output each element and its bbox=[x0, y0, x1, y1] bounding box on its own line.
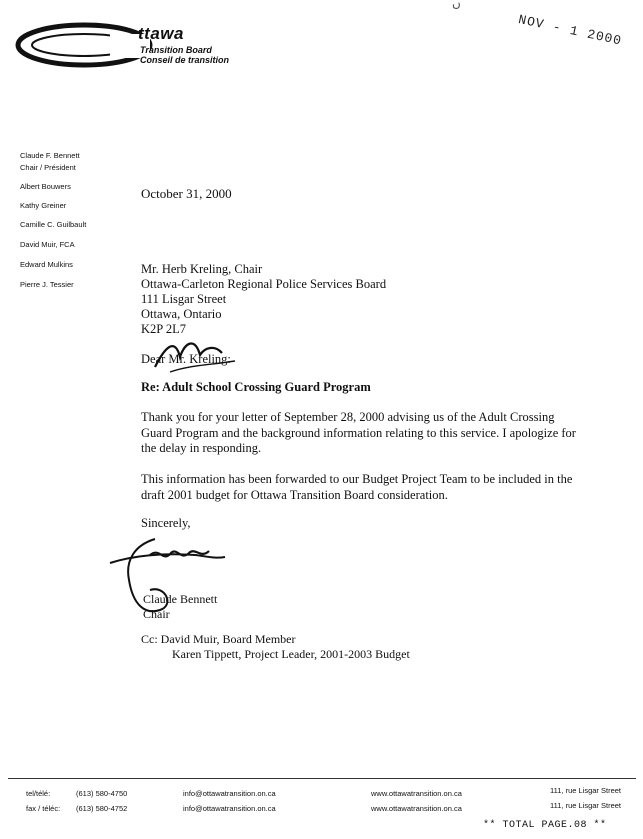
signer-title: Chair bbox=[143, 607, 170, 621]
street-address: 111, rue Lisgar Street bbox=[550, 801, 622, 810]
tel-number: (613) 580-4750 bbox=[76, 789, 128, 798]
address-line: Mr. Herb Kreling, Chair bbox=[141, 262, 263, 276]
address-line: K2P 2L7 bbox=[141, 322, 187, 336]
board-member-name: Camille C. Guilbault bbox=[20, 220, 87, 229]
fax-label: fax / téléc: bbox=[26, 804, 61, 813]
fax-page-count: ** TOTAL PAGE.08 ** bbox=[483, 820, 607, 831]
cc-line: Karen Tippett, Project Leader, 2001-2003 Budget bbox=[172, 647, 410, 661]
body-paragraph: Thank you for your letter of September 28, 2000 advising us of the Adult Crossing Guard Program and the background information relating to this service. I apologize for the delay in responding. bbox=[141, 410, 576, 455]
signature-icon bbox=[105, 525, 245, 625]
board-member-name: Edward Mulkins bbox=[20, 260, 73, 269]
corner-mark: ں bbox=[452, 0, 461, 10]
footer-divider bbox=[8, 778, 636, 779]
subject-line: Re: Adult School Crossing Guard Program bbox=[141, 380, 371, 394]
address-line: Ottawa-Carleton Regional Police Services Board bbox=[141, 277, 387, 291]
board-member-name: Pierre J. Tessier bbox=[20, 280, 74, 289]
address-line: Ottawa, Ontario bbox=[141, 307, 222, 321]
org-name: ttawa bbox=[138, 24, 184, 43]
ottawa-logo-icon bbox=[14, 20, 154, 70]
address-line: 111 Lisgar Street bbox=[141, 292, 227, 306]
tel-label: tel/télé: bbox=[26, 789, 51, 798]
received-stamp: NOV - 1 2000 bbox=[516, 12, 624, 49]
email-link[interactable]: info@ottawatransition.on.ca bbox=[183, 804, 276, 813]
street-address: 111, rue Lisgar Street bbox=[550, 786, 622, 795]
website-link[interactable]: www.ottawatransition.on.ca bbox=[371, 804, 462, 813]
org-subtitle-fr: Conseil de transition bbox=[140, 55, 230, 65]
salutation: Dear Mr. Kreling: bbox=[141, 352, 231, 366]
board-member-name: Albert Bouwers bbox=[20, 182, 71, 191]
cc-line: Cc: David Muir, Board Member bbox=[141, 632, 296, 646]
email-link[interactable]: info@ottawatransition.on.ca bbox=[183, 789, 276, 798]
fax-number: (613) 580-4752 bbox=[76, 804, 128, 813]
letter-date: October 31, 2000 bbox=[141, 186, 232, 201]
signer-name: Claude Bennett bbox=[143, 592, 218, 606]
website-link[interactable]: www.ottawatransition.on.ca bbox=[371, 789, 462, 798]
body-paragraph: This information has been forwarded to our Budget Project Team to be included in the draft 2001 budget for Ottawa Transition Board consideration. bbox=[141, 472, 573, 502]
board-member-name: David Muir, FCA bbox=[20, 240, 75, 249]
board-member-role: Chair / Président bbox=[20, 163, 76, 172]
closing: Sincerely, bbox=[141, 516, 191, 530]
board-member-name: Kathy Greiner bbox=[20, 201, 67, 210]
board-member-name: Claude F. Bennett bbox=[20, 151, 80, 160]
org-subtitle-en: Transition Board bbox=[140, 45, 212, 55]
